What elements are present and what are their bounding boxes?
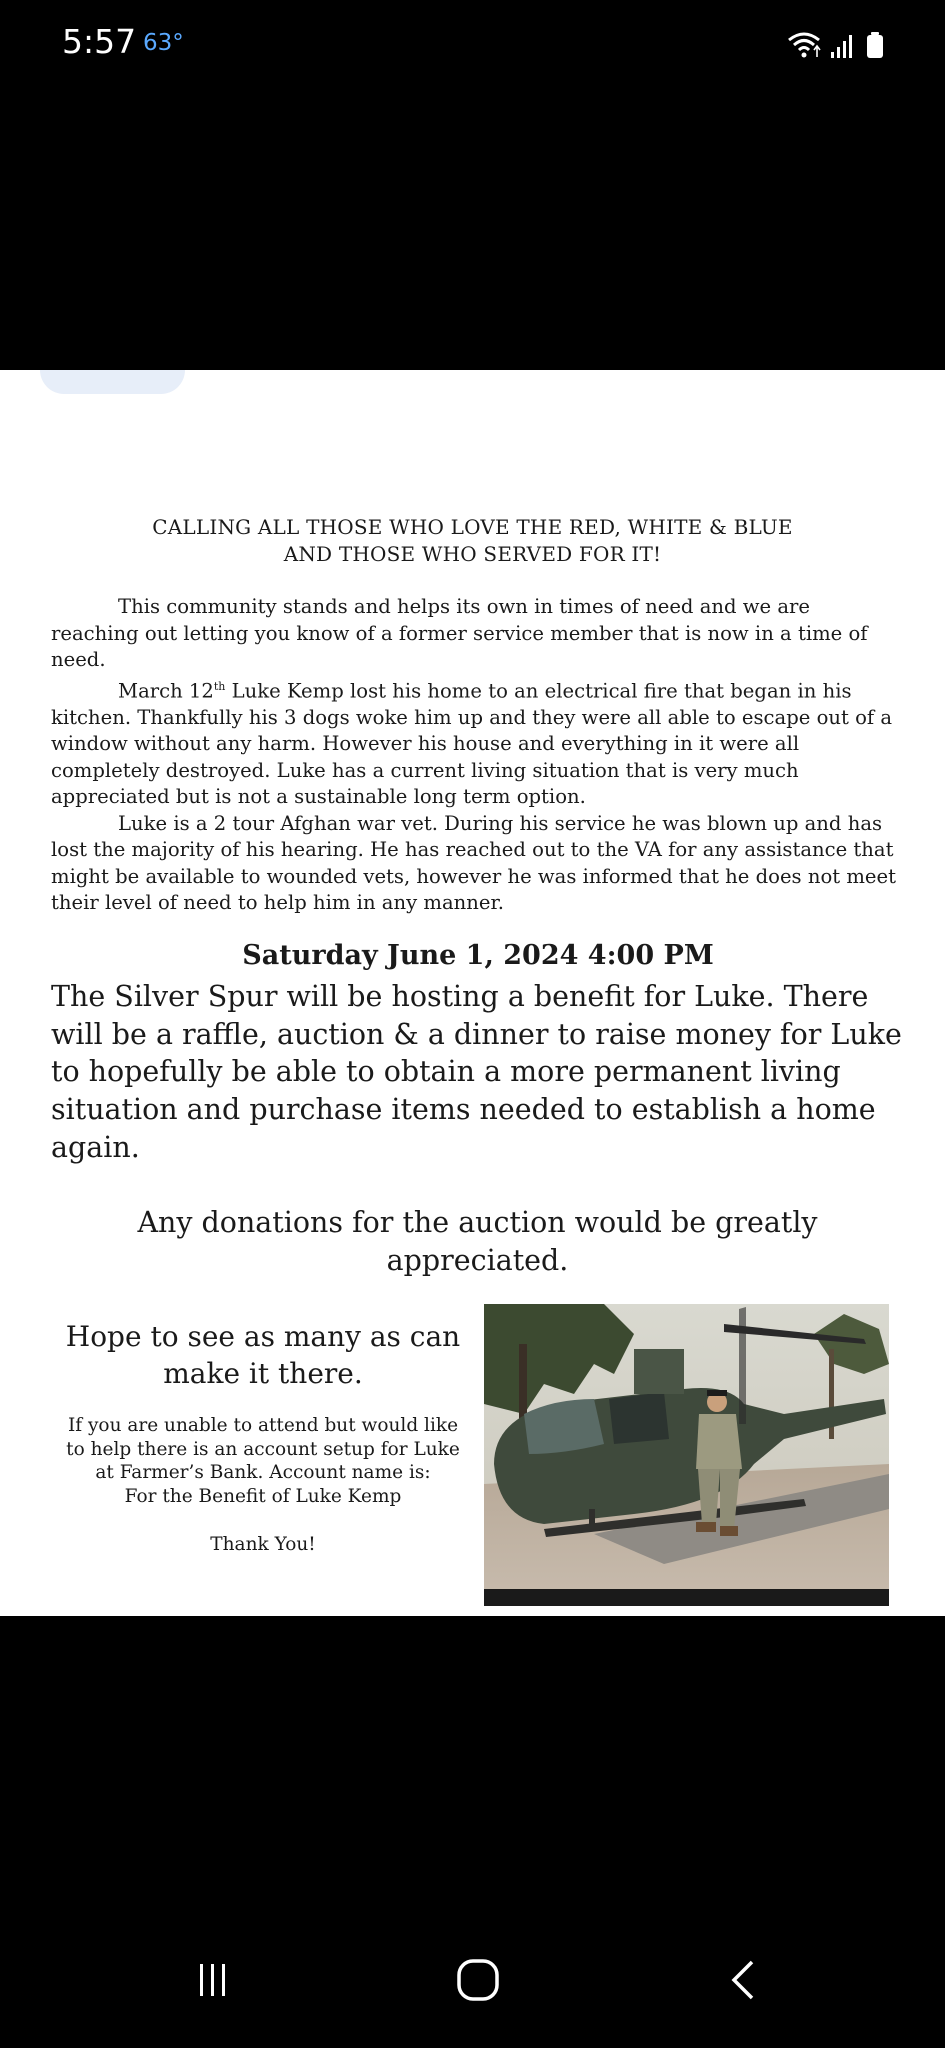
para2-rest: Luke Kemp lost his home to an electrical fire that began in his kitchen. Thankfully his 3 dogs woke him up and they were all able to escape out of a window without any harm. However his house and everything in it were all completely destroyed. Luke has a current living situation that is very much appreciated but is not a sustainable long term option. xyxy=(51,679,893,809)
back-icon xyxy=(722,1958,766,2002)
back-button[interactable] xyxy=(704,1940,784,2020)
story-paragraph-3: Luke is a 2 tour Afghan war vet. During his service he was blown up and has lost the majority of his hearing. He has reached out to the VA for any assistance that might be available to wounded vets, however he was informed that he does not meet their level of need to help him in any manner. xyxy=(51,811,896,915)
flyer-heading xyxy=(40,514,905,568)
recents-button[interactable] xyxy=(172,1940,252,2020)
status-icons xyxy=(787,26,883,58)
account-line-2: to help there is an account setup for Luke xyxy=(66,1438,460,1460)
account-line-3: at Farmer’s Bank. Account name is: xyxy=(95,1462,431,1483)
soldier-helicopter-photo xyxy=(484,1304,889,1606)
story-paragraph-2 xyxy=(51,674,900,811)
story-text xyxy=(51,594,900,917)
account-info xyxy=(48,1414,478,1508)
para2-sup: th xyxy=(213,679,226,693)
decorative-blob xyxy=(40,370,185,394)
account-line-1: If you are unable to attend but would like xyxy=(67,1415,459,1436)
thank-you: Thank You! xyxy=(210,1534,316,1555)
hope-note xyxy=(48,1318,478,1392)
home-button[interactable] xyxy=(438,1940,518,2020)
weather-temperature: 63° xyxy=(143,30,184,56)
battery-icon xyxy=(867,32,883,58)
story-paragraph-1: This community stands and helps its own in times of need and we are reaching out letting you know of a former service member that is now in a time of need. xyxy=(51,595,868,671)
heading-line-2: AND THOSE WHO SERVED FOR IT! xyxy=(283,542,662,566)
home-icon xyxy=(456,1958,500,2002)
account-line-4: For the Benefit of Luke Kemp xyxy=(124,1485,402,1507)
recents-icon xyxy=(190,1958,234,2002)
hope-line-1: Hope to see as many as can xyxy=(65,1320,461,1353)
signal-icon xyxy=(831,34,857,58)
donations-note: Any donations for the auction would be greatly appreciated. xyxy=(137,1206,818,1277)
heading-line-1: CALLING ALL THOSE WHO LOVE THE RED, WHITE & BLUE xyxy=(152,515,793,539)
hope-line-2: make it there. xyxy=(163,1357,363,1390)
para2-prefix: March 12 xyxy=(118,679,214,703)
status-time: 5:57 xyxy=(62,22,137,61)
flyer-image xyxy=(0,370,945,1616)
status-bar xyxy=(0,0,945,90)
navigation-bar xyxy=(0,1940,945,2020)
event-description: The Silver Spur will be hosting a benefit for Luke. There will be a raffle, auction & a dinner to raise money for Luke to hopefully be able to obtain a more permanent living situation and purchase items needed to establish a home again. xyxy=(51,980,902,1164)
event-date: Saturday June 1, 2024 4:00 PM xyxy=(242,940,714,971)
wifi-icon xyxy=(787,30,821,58)
